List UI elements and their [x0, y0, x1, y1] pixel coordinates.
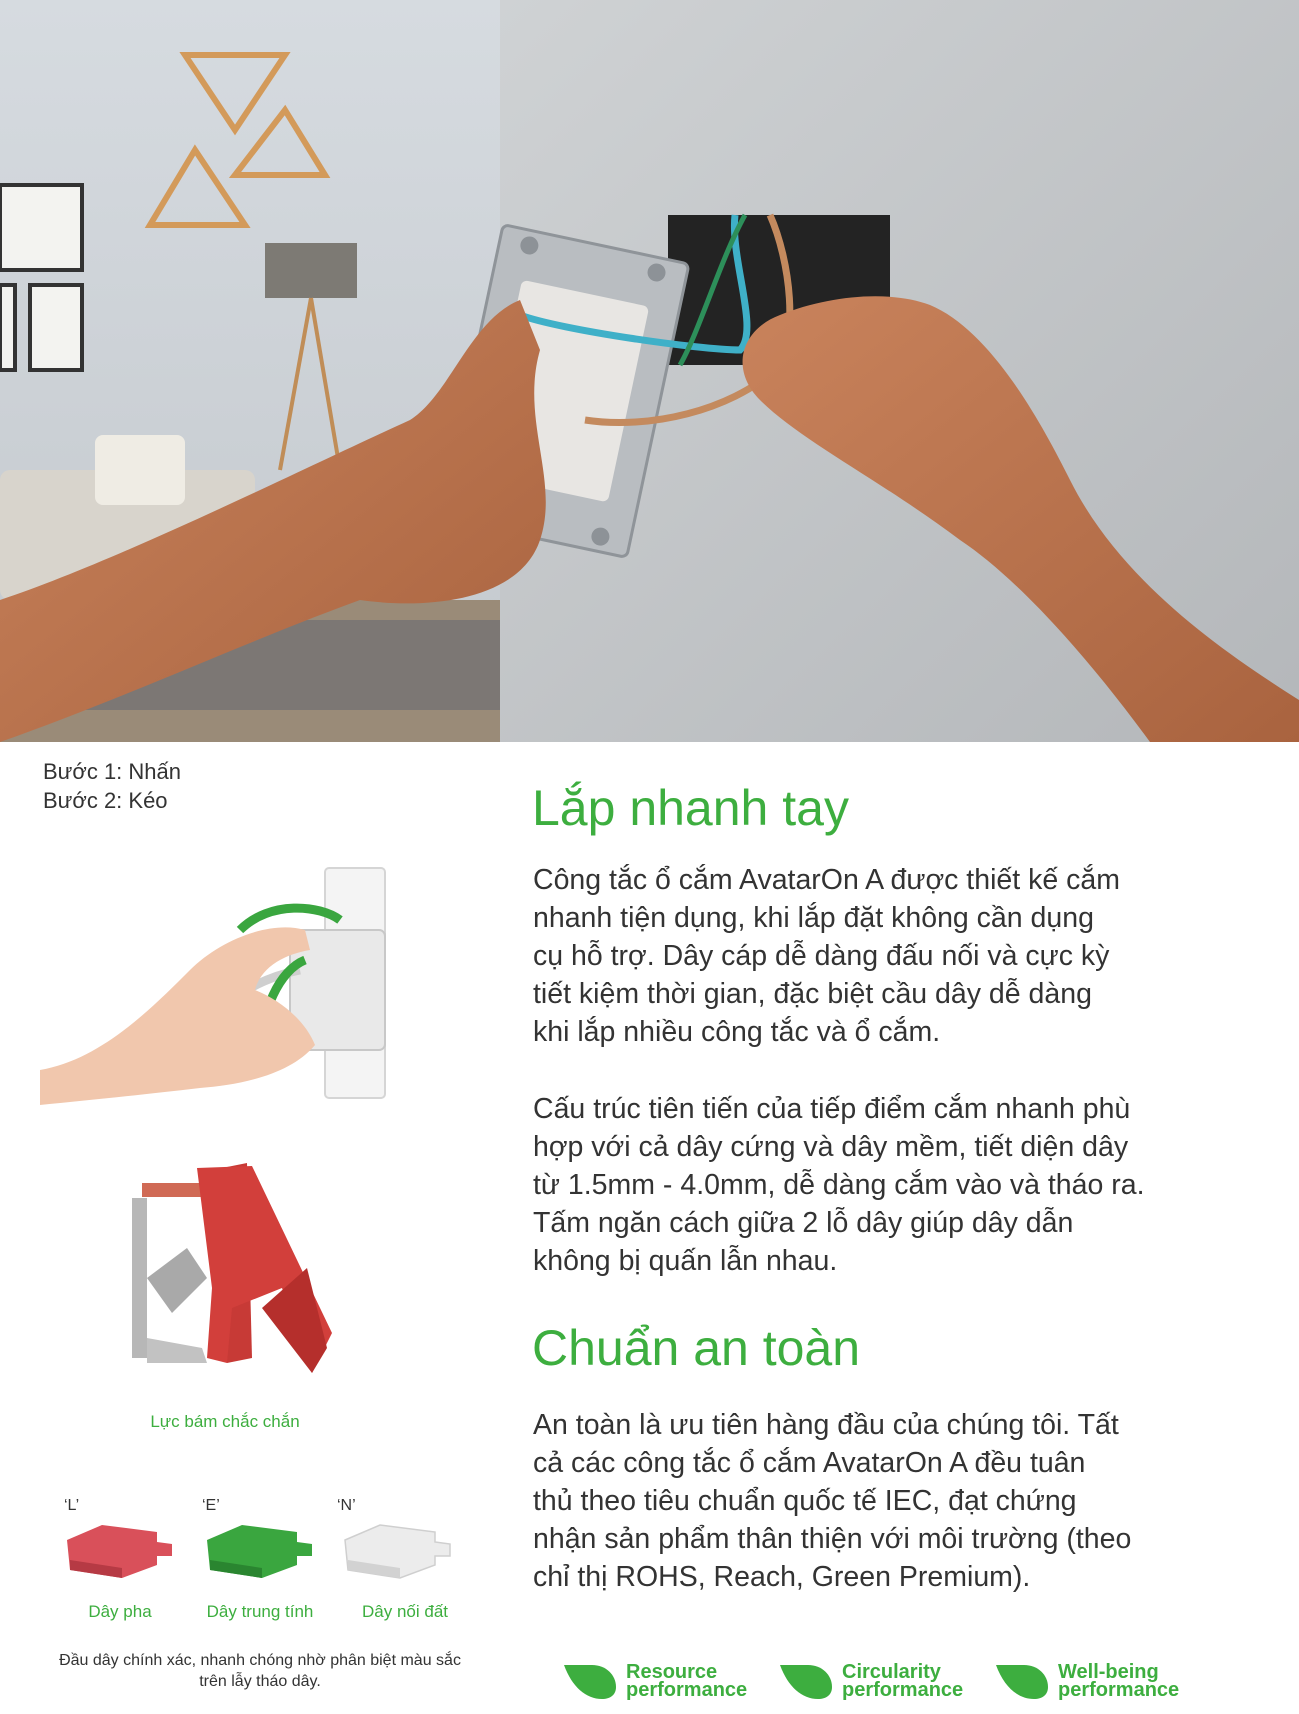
grip-caption: Lực bám chắc chắn [150, 1412, 300, 1431]
paragraph-line: Công tắc ổ cắm AvatarOn A được thiết kế cắm [533, 864, 1120, 896]
hand-module-illustration [40, 860, 400, 1105]
badge-circularity-performance [778, 1658, 963, 1704]
wire-name-ground: Dây nối đất [362, 1602, 448, 1621]
color-coding-note [30, 1650, 490, 1692]
white-release-tab-image [340, 1520, 455, 1582]
badge-text [842, 1663, 963, 1699]
green-tab-illustration [202, 1520, 317, 1582]
paragraph-line: nhận sản phẩm thân thiện với môi trường (theo [533, 1523, 1132, 1555]
paragraph-line: Tấm ngăn cách giữa 2 lỗ dây giúp dây dẫn [533, 1207, 1074, 1239]
wire-code-l: ‘L’ [64, 1497, 80, 1514]
red-release-tab-image [62, 1520, 177, 1582]
step-1: Bước 1: Nhấn [43, 759, 181, 784]
green-leaf-icon [562, 1661, 618, 1701]
clamp-illustration [112, 1148, 337, 1393]
section-title-safety: Chuẩn an toàn [532, 1320, 861, 1376]
paragraph-line: cả các công tắc ổ cắm AvatarOn A đều tuân [533, 1447, 1086, 1479]
section-title-quick-install: Lắp nhanh tay [532, 780, 849, 836]
badge-wellbeing-performance [994, 1658, 1179, 1704]
safety-paragraph [533, 1406, 1211, 1596]
wire-name-neutral: Dây trung tính [206, 1602, 314, 1621]
paragraph-line: An toàn là ưu tiên hàng đầu của chúng tôi. Tất [533, 1409, 1119, 1441]
note-line-1: Đầu dây chính xác, nhanh chóng nhờ phân biệt màu sắc [59, 1652, 461, 1669]
wire-name-phase: Dây pha [88, 1602, 152, 1621]
hand-inserting-module-image [40, 860, 400, 1105]
badge-text [1058, 1663, 1179, 1699]
badge-resource-performance [562, 1658, 747, 1704]
quick-install-paragraph-1 [533, 861, 1211, 1051]
paragraph-line: Cấu trúc tiên tiến của tiếp điểm cắm nhanh phù [533, 1093, 1131, 1125]
green-leaf-icon [994, 1661, 1050, 1701]
quick-install-paragraph-2 [533, 1090, 1211, 1280]
hero-photo [0, 0, 1299, 742]
paragraph-line: khi lắp nhiều công tắc và ổ cắm. [533, 1016, 941, 1048]
paragraph-line: chỉ thị ROHS, Reach, Green Premium). [533, 1561, 1031, 1593]
paragraph-line: nhanh tiện dụng, khi lắp đặt không cần dụng [533, 902, 1094, 934]
clamp-mechanism-image [112, 1148, 337, 1393]
badge-line-2: performance [1058, 1679, 1180, 1701]
badge-text [626, 1663, 747, 1699]
wire-code-n: ‘N’ [337, 1497, 356, 1514]
wire-code-e: ‘E’ [202, 1497, 220, 1514]
badge-line-2: performance [626, 1679, 748, 1701]
badge-line-2: performance [842, 1679, 964, 1701]
badge-line-1: Circularity [842, 1661, 941, 1683]
note-line-2: trên lẫy tháo dây. [199, 1673, 321, 1690]
step-2: Bước 2: Kéo [43, 788, 168, 813]
install-steps [43, 757, 181, 815]
paragraph-line: cụ hỗ trợ. Dây cáp dễ dàng đấu nối và cực kỳ [533, 940, 1110, 972]
red-tab-illustration [62, 1520, 177, 1582]
paragraph-line: tiết kiệm thời gian, đặc biệt cầu dây dễ dàng [533, 978, 1092, 1010]
badge-line-1: Resource [626, 1661, 718, 1683]
white-tab-illustration [340, 1520, 455, 1582]
green-release-tab-image [202, 1520, 317, 1582]
paragraph-line: hợp với cả dây cứng và dây mềm, tiết diện dây [533, 1131, 1129, 1163]
paragraph-line: thủ theo tiêu chuẩn quốc tế IEC, đạt chứng [533, 1485, 1077, 1517]
paragraph-line: từ 1.5mm - 4.0mm, dễ dàng cắm vào và tháo ra. [533, 1169, 1145, 1201]
paragraph-line: không bị quấn lẫn nhau. [533, 1245, 838, 1277]
hero-illustration [0, 0, 1299, 742]
green-leaf-icon [778, 1661, 834, 1701]
badge-line-1: Well-being [1058, 1661, 1159, 1683]
